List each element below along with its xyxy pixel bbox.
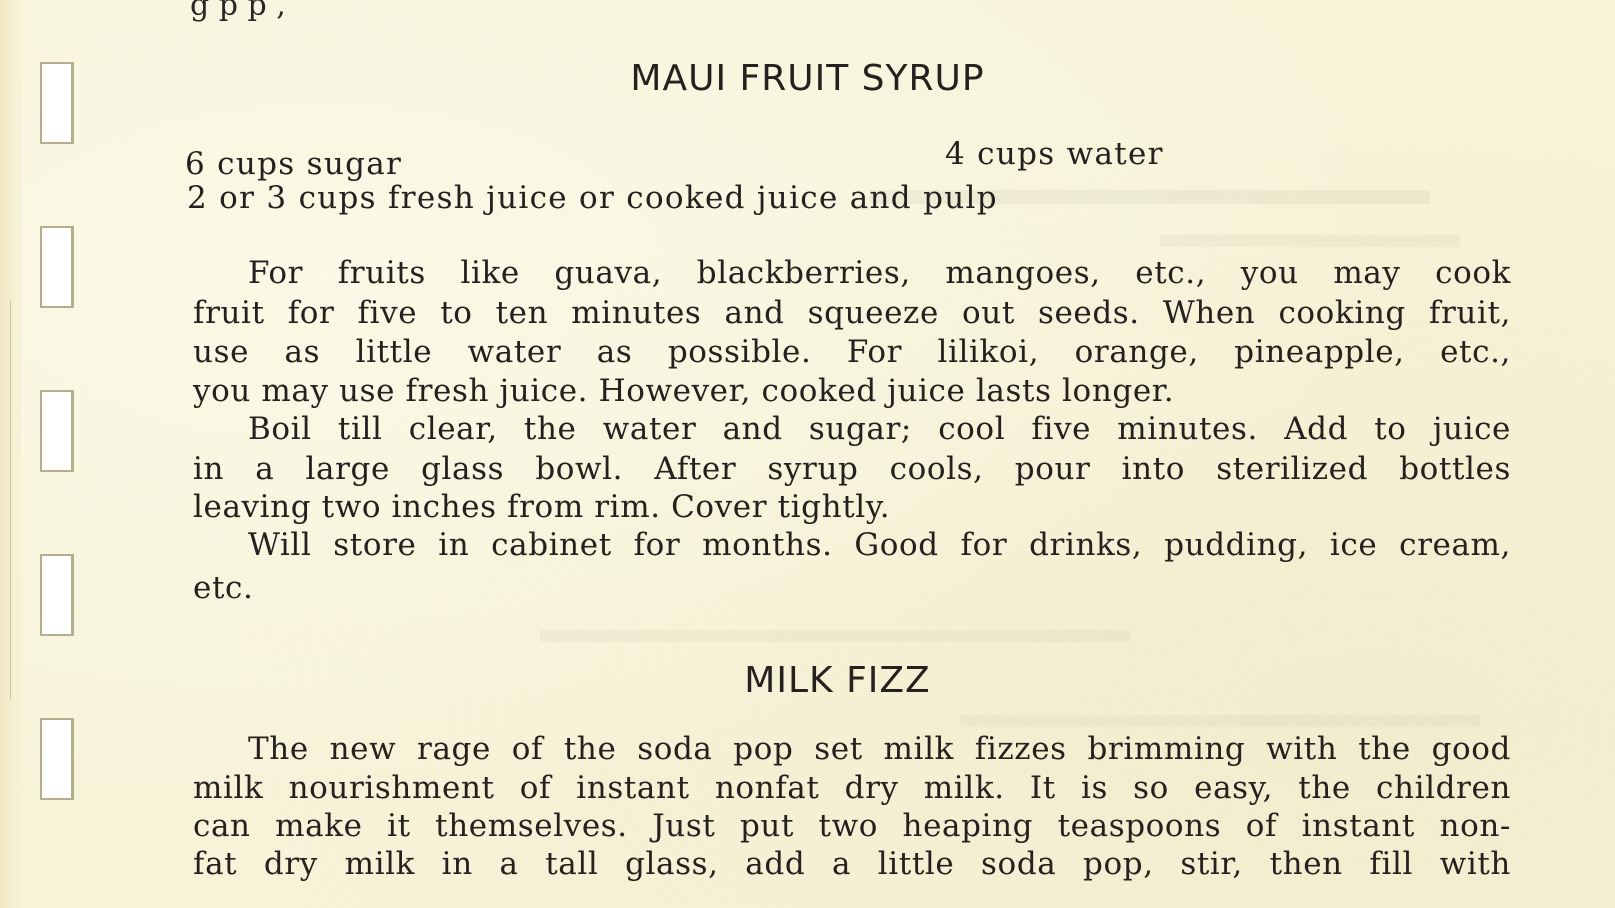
paragraph-line: Will store in cabinet for months. Good for drinks, pudding, ice cream, [248,527,1511,563]
paragraph-line: can make it themselves. Just put two heaping teaspoons of instant non- [193,808,1511,844]
paragraph-line: Boil till clear, the water and sugar; cool five minutes. Add to juice [248,411,1511,447]
paragraph-line: fruit for five to ten minutes and squeeze out seeds. When cooking fruit, [193,295,1511,331]
paragraph-line: milk nourishment of instant nonfat dry milk. It is so easy, the children [193,770,1511,806]
binding-hole [40,390,74,472]
ingredient-item: 2 or 3 cups fresh juice or cooked juice and pulp [187,180,998,216]
show-through-mark [1160,235,1460,247]
paragraph-line: For fruits like guava, blackberries, mangoes, etc., you may cook [248,255,1511,291]
paragraph-line: The new rage of the soda pop set milk fizzes brimming with the good [248,731,1511,767]
show-through-mark [960,715,1480,727]
paragraph-line: fat dry milk in a tall glass, add a little soda pop, stir, then fill with [193,846,1511,882]
recipe-title: MAUI FRUIT SYRUP [630,58,985,99]
recipe-title: MILK FIZZ [744,660,931,701]
paragraph-line: use as little water as possible. For lilikoi, orange, pineapple, etc., [193,334,1511,370]
binding-hole [40,226,74,308]
clipped-previous-text: g p p , [190,0,286,23]
binding-hole [40,718,74,800]
paragraph-line: leaving two inches from rim. Cover tightly. [193,489,891,525]
binding-hole [40,554,74,636]
paragraph-line: etc. [193,570,254,606]
binding-shadow-line [10,300,11,700]
ingredient-item: 4 cups water [945,136,1164,172]
show-through-mark [540,630,1130,642]
ingredient-item: 6 cups sugar [185,146,403,182]
paragraph-line: in a large glass bowl. After syrup cools, pour into sterilized bottles [193,451,1511,487]
paragraph-line: you may use fresh juice. However, cooked juice lasts longer. [193,373,1175,409]
page-binding-edge [0,0,22,908]
